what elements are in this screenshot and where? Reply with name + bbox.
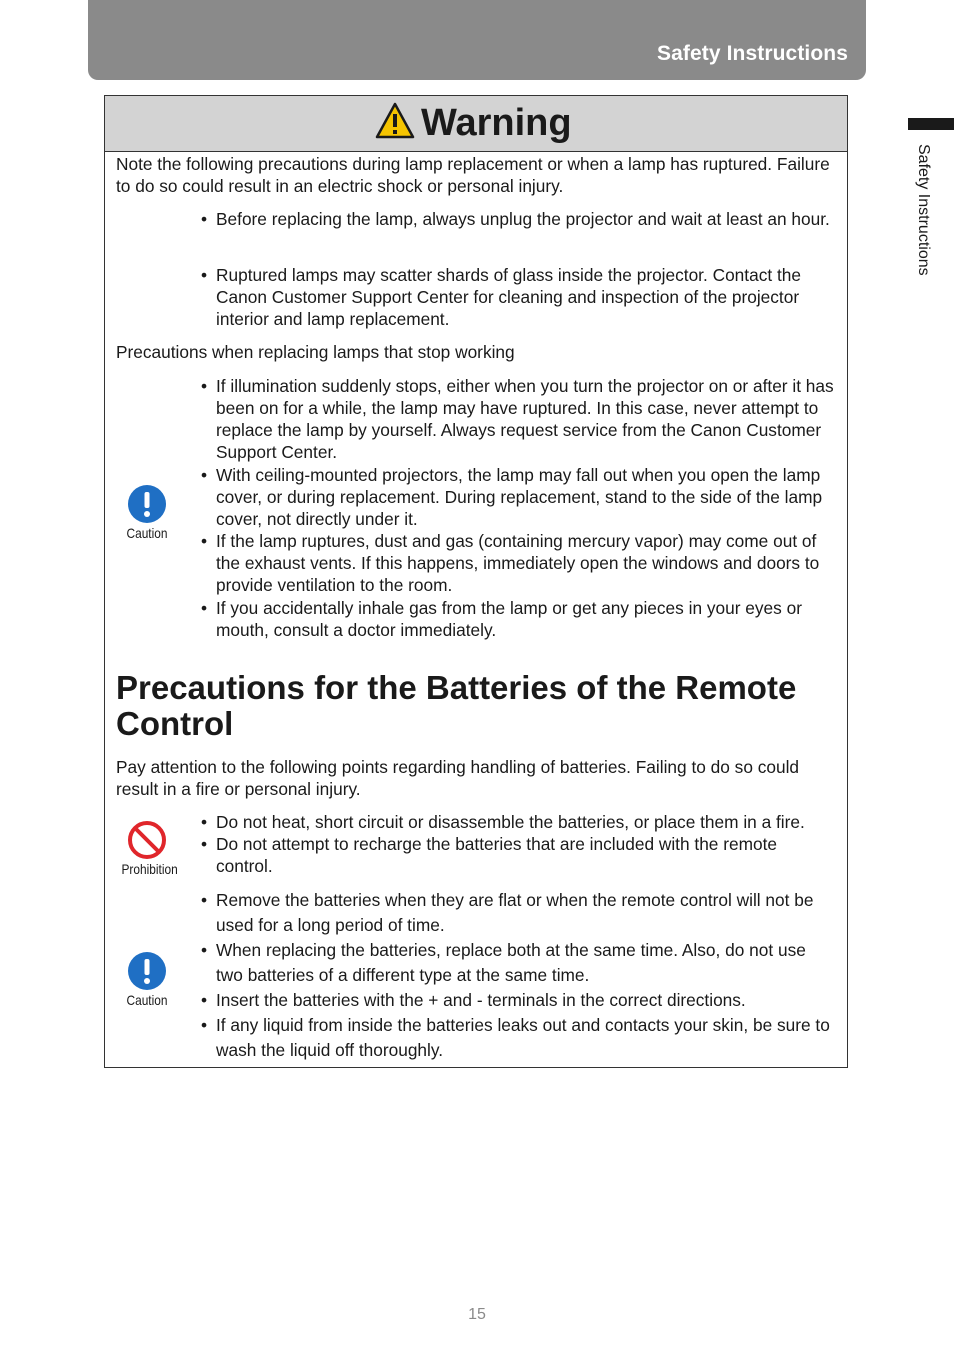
side-tab-label: Safety Instructions (915, 144, 932, 276)
warning-intro: Note the following precautions during lamp replacement or when a lamp has ruptured. Failure to do so could result in an electric shock or personal injury. (116, 154, 830, 196)
batteries-intro: Pay attention to the following points regarding handling of batteries. Failing to do so could result in a fire or personal injury. (116, 757, 800, 799)
warning-title: Warning (421, 102, 572, 144)
list-item: • Remove the batteries when they are flat or when the remote control will not be used for a long period of time. (201, 890, 814, 935)
caution-label: Caution (126, 525, 168, 541)
list-item: • If the lamp ruptures, dust and gas (containing mercury vapor) may come out of the exhaust vents. If this happens, immediately open the windows and doors to provide ventilation to the room. (201, 531, 820, 595)
list-item: • If any liquid from inside the batteries leaks out and contacts your skin, be sure to wash the liquid off thoroughly. (201, 1015, 830, 1060)
caution-icon (127, 484, 167, 524)
page-number: 15 (468, 1306, 486, 1323)
list-item: • If you accidentally inhale gas from the lamp or get any pieces in your eyes or mouth, consult a doctor immediately. (201, 598, 802, 640)
header-title: Safety Instructions (657, 42, 848, 65)
caution-symbol (117, 484, 177, 541)
prohibition-label: Prohibition (121, 861, 178, 877)
list-item: • When replacing the batteries, replace both at the same time. Also, do not use two batteries of a different type at the same time. (201, 940, 806, 985)
list-item: • Before replacing the lamp, always unplug the projector and wait at least an hour. (201, 209, 830, 229)
lamp-subheading: Precautions when replacing lamps that stop working (116, 342, 515, 362)
page-header-bar (88, 0, 866, 80)
caution-icon (127, 951, 167, 991)
side-tab-marker (908, 118, 954, 130)
batteries-heading: Precautions for the Batteries of the Remote Control (116, 669, 797, 742)
list-item: • Ruptured lamps may scatter shards of glass inside the projector. Contact the Canon Customer Support Center for cleaning and inspection of the projector interior and lamp replacement. (201, 265, 801, 329)
prohibition-symbol (117, 820, 177, 877)
list-item: • Do not attempt to recharge the batteries that are included with the remote control. (201, 834, 777, 876)
warning-box (104, 95, 848, 1068)
warning-header (105, 96, 847, 152)
warning-triangle-icon (375, 102, 415, 140)
caution-symbol (117, 951, 177, 1008)
prohibition-icon (127, 820, 167, 860)
list-item: • Insert the batteries with the + and - terminals in the correct directions. (201, 990, 746, 1010)
caution-label: Caution (126, 992, 168, 1008)
list-item: • Do not heat, short circuit or disassemble the batteries, or place them in a fire. (201, 812, 805, 832)
list-item: • If illumination suddenly stops, either when you turn the projector on or after it has been on for a while, the lamp may have ruptured. In this case, never attempt to replace the lamp by yourself. Always request service from the Canon Customer Support Center. (201, 376, 834, 462)
list-item: • With ceiling-mounted projectors, the lamp may fall out when you open the lamp cover, or during replacement. During replacement, stand to the side of the lamp cover, not directly under it. (201, 465, 823, 529)
